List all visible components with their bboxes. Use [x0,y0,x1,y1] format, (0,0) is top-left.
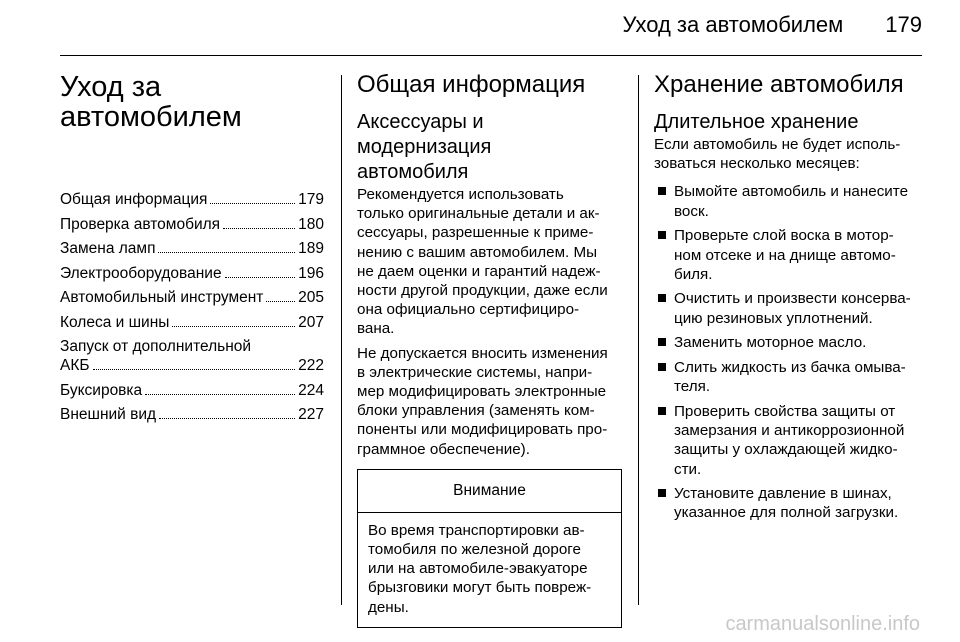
warning-box [357,469,622,628]
subsection-title: Аксессуары и модернизация автомобиля [357,111,492,183]
bullet-square-icon [658,294,666,302]
column-divider-right [638,75,639,605]
toc-item-vehicle-tools[interactable]: Автомобильный инструмент 205 [60,289,324,306]
storage-column [654,72,922,528]
watermark: carmanualsonline.info [725,613,920,635]
subsection-title: Длительное хранение [654,111,859,133]
header-title: Уход за автомобилем [622,12,844,37]
chapter-title-line: автомобилем [60,101,242,133]
section-title: Общая информация [357,71,586,98]
list-item: Очистить и произвести консерва- цию резиновых уплотнений. [654,289,922,327]
toc-item-vehicle-checks[interactable]: Проверка автомобиля 180 [60,215,324,233]
header-rule [60,55,922,56]
chapter-title-line: Уход за [60,71,162,103]
paragraph-accessories: Рекомендуется использовать только оригинальные детали и ак- сессуары, разрешенные к приме- нению с вашим автомобилем. Мы не даем оценки и гарантий надеж- ности другой продукции, даже если она официально сертифициро- вана. [357,186,608,338]
bullet-square-icon [658,187,666,195]
list-item: Слить жидкость из бачка омыва- теля. [654,358,922,396]
bullet-square-icon [658,489,666,497]
toc-item-bulb-replacement[interactable]: Замена ламп 189 [60,240,324,257]
bullet-square-icon [658,338,666,346]
storage-intro: Если автомобиль не будет исполь- зоваться несколько месяцев: [654,136,901,173]
chapter-title [60,72,324,132]
toc-item-wheels-tires[interactable]: Колеса и шины 207 [60,313,324,331]
warning-title: Внимание [358,470,621,513]
list-item: Проверьте слой воска в мотор- ном отсеке и на днище автомо- биля. [654,226,922,284]
list-item: Заменить моторное масло. [654,333,922,352]
page-number: 179 [885,12,922,37]
toc-item-electrical-system[interactable]: Электрооборудование 196 [60,264,324,282]
section-title: Хранение автомобиля [654,71,904,98]
toc-column [60,72,324,430]
paragraph-electrical: Не допускается вносить изменения в электрические системы, напри- мер модифицировать электронные блоки управления (заменять ком- поненты или модифицировать про- граммное обеспечение). [357,344,608,458]
bullet-square-icon [658,363,666,371]
bullet-square-icon [658,231,666,239]
list-item: Вымойте автомобиль и нанесите воск. [654,182,922,220]
general-info-column [357,72,622,628]
list-item: Установите давление в шинах, указанное для полной загрузки. [654,484,922,522]
toc-item-jump-start[interactable]: Запуск от дополнительной АКБ 222 [60,338,324,374]
toc-item-appearance-care[interactable]: Внешний вид 227 [60,406,324,423]
bullet-square-icon [658,407,666,415]
list-item: Проверить свойства защиты от замерзания и антикоррозионной защиты у охлаждающей жидко- сти. [654,402,922,479]
toc-item-towing[interactable]: Буксировка 224 [60,381,324,399]
warning-text: Во время транспортировки ав- томобиля по железной дороге или на автомобиле-эвакуаторе брызговики могут быть повреж- дены. [368,521,592,616]
toc-item-general-info[interactable]: Общая информация 179 [60,191,324,208]
storage-checklist [654,182,922,522]
column-divider-left [341,75,342,605]
table-of-contents [60,190,324,424]
page-header [622,12,922,38]
